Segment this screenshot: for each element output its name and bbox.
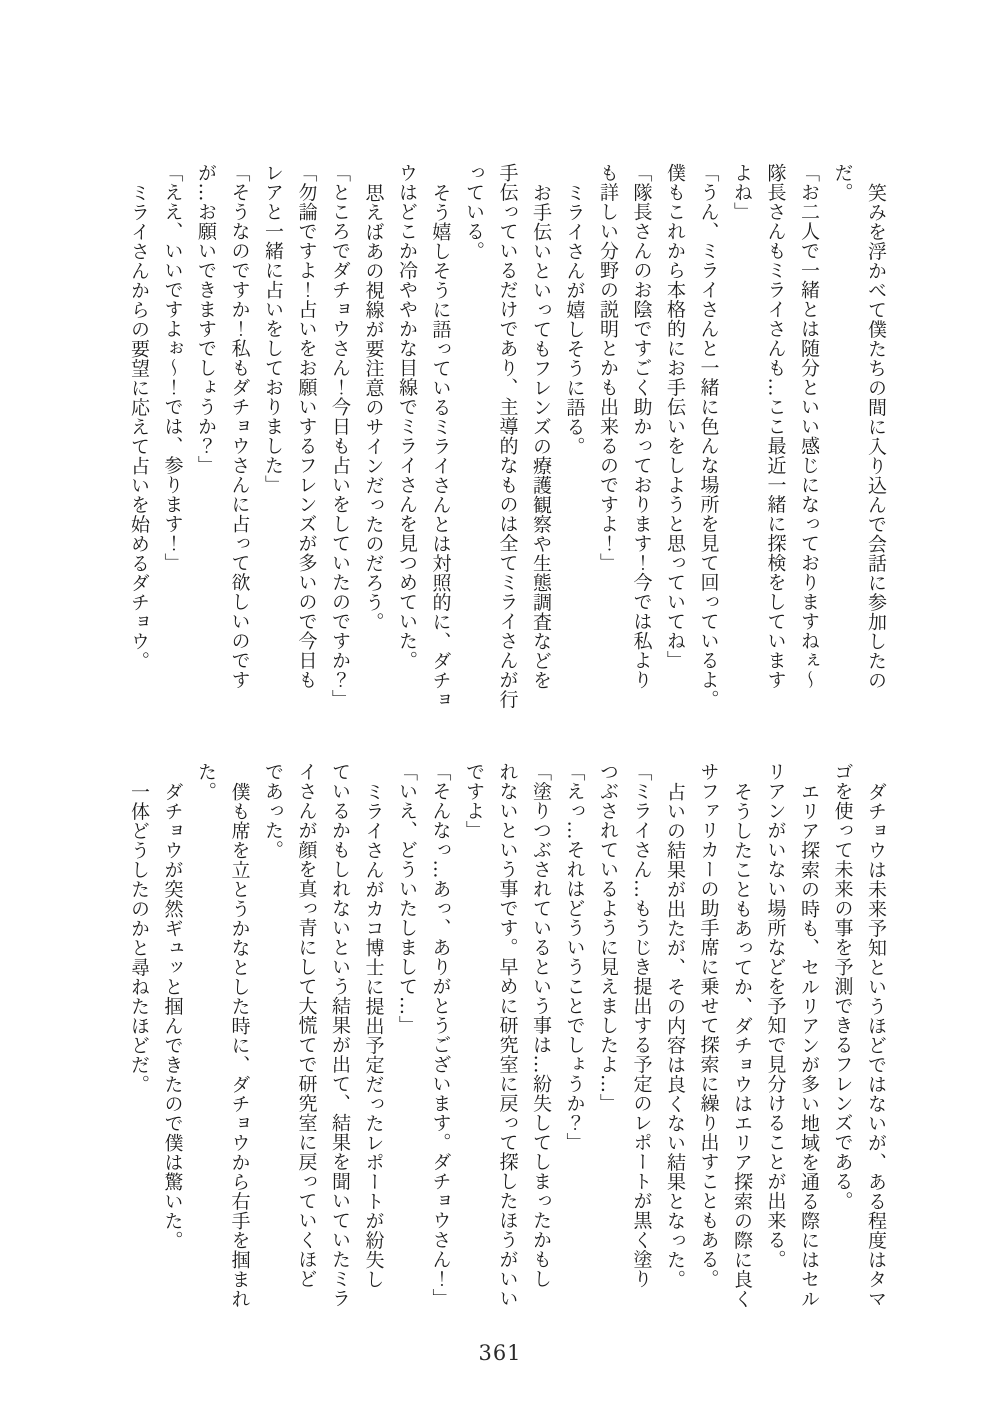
text-line: ているかもしれないという結果が出て、結果を聞いていたミラ xyxy=(329,762,351,1308)
text-line: だ。 xyxy=(831,163,854,202)
text-line: 「うん、ミライさんと一緒に色んな場所を見て回っているよ。 xyxy=(697,163,720,709)
text-line: お手伝いといってもフレンズの療護観察や生態調査などを xyxy=(530,183,552,690)
text-line: 手伝っているだけであり、主導的なものは全てミライさんが行 xyxy=(496,163,519,709)
text-line: 僕もこれから本格的にお手伝いをしようと思っていてね」 xyxy=(664,163,686,670)
text-line: ウはどこか冷ややかな目線でミライさんを見つめていた。 xyxy=(396,163,418,670)
text-line: 「塗りつぶされているという事は…紛失してしまったかもし xyxy=(530,762,552,1289)
text-line: 「いえ、どういたしまして…」 xyxy=(396,762,418,1035)
text-line: 笑みを浮かべて僕たちの間に入り込んで会話に参加したの xyxy=(865,183,887,690)
text-line: 「ええ、いいですよぉ～！では、参ります！」 xyxy=(161,163,184,573)
text-line: ゴを使って未来の事を予測できるフレンズである。 xyxy=(831,762,854,1211)
text-line: っている。 xyxy=(463,163,485,261)
text-line: であった。 xyxy=(262,762,284,860)
text-line: 「ミライさん…もうじき提出する予定のレポートが黒く塗り xyxy=(630,762,653,1289)
text-line: 「勿論ですよ！占いをお願いするフレンズが多いので今日も xyxy=(295,163,318,690)
text-line: つぶされているように見えましたよ…」 xyxy=(597,762,619,1113)
text-line: そうしたこともあってか、ダチョウはエリア探索の際に良く xyxy=(731,782,753,1309)
text-line: リアンがいない場所などを予知で見分けることが出来る。 xyxy=(764,762,787,1269)
text-line: ミライさんがカコ博士に提出予定だったレポートが紛失し xyxy=(362,782,385,1289)
text-line: ダチョウが突然ギュッと掴んできたので僕は驚いた。 xyxy=(161,782,184,1250)
text-line: 隊長さんもミライさんも…ここ最近一緒に探検をしています xyxy=(764,163,787,690)
text-line: 「隊長さんのお陰ですごく助かっております！今では私より xyxy=(630,163,653,690)
text-block-top xyxy=(122,163,893,748)
text-line: れないという事です。早めに研究室に戻って探したほうがいい xyxy=(496,762,519,1308)
text-line: ミライさんが嬉しそうに語る。 xyxy=(563,183,586,456)
text-block-bottom xyxy=(122,762,893,1347)
text-line: 僕も席を立とうかなとした時に、ダチョウから右手を掴まれ xyxy=(228,782,251,1309)
page-number: 361 xyxy=(478,1341,522,1365)
text-line: も詳しい分野の説明とかも出来るのですよ！」 xyxy=(597,163,619,573)
text-line: 一体どうしたのかと尋ねたほどだ。 xyxy=(128,782,150,1094)
text-line: が…お願いできますでしょうか？」 xyxy=(195,163,217,475)
text-line: た。 xyxy=(195,762,217,801)
text-line: 「そんなっ…あっ、ありがとうございます。ダチョウさん！」 xyxy=(429,762,452,1308)
text-line: エリア探索の時も、セルリアンが多い地域を通る際にはセル xyxy=(798,782,820,1309)
text-line: 「ところでダチョウさん！今日も占いをしていたのですか？」 xyxy=(329,163,351,709)
text-line: そう嬉しそうに語っているミライさんとは対照的に、ダチョ xyxy=(429,183,452,710)
text-line: ミライさんからの要望に応えて占いを始めるダチョウ。 xyxy=(128,183,150,671)
text-line: レアと一緒に占いをしておりました」 xyxy=(262,163,284,495)
text-line: 占いの結果が出たが、その内容は良くない結果となった。 xyxy=(664,782,686,1289)
text-line: 「お二人で一緒とは随分といい感じになっておりますねぇ～ xyxy=(798,163,820,690)
text-line: サファリカーの助手席に乗せて探索に繰り出すこともある。 xyxy=(697,762,720,1289)
text-line: 思えばあの視線が要注意のサインだったのだろう。 xyxy=(362,183,385,632)
text-line: ですよ」 xyxy=(463,762,485,840)
text-line: 「えっ…それはどういうことでしょうか？」 xyxy=(563,762,586,1152)
text-line: イさんが顔を真っ青にして大慌てで研究室に戻っていくほど xyxy=(295,762,318,1289)
text-line: よね」 xyxy=(731,163,753,222)
text-line: 「そうなのですか！私もダチョウさんに占って欲しいのです xyxy=(228,163,251,690)
text-line: ダチョウは未来予知というほどではないが、ある程度はタマ xyxy=(865,782,887,1309)
